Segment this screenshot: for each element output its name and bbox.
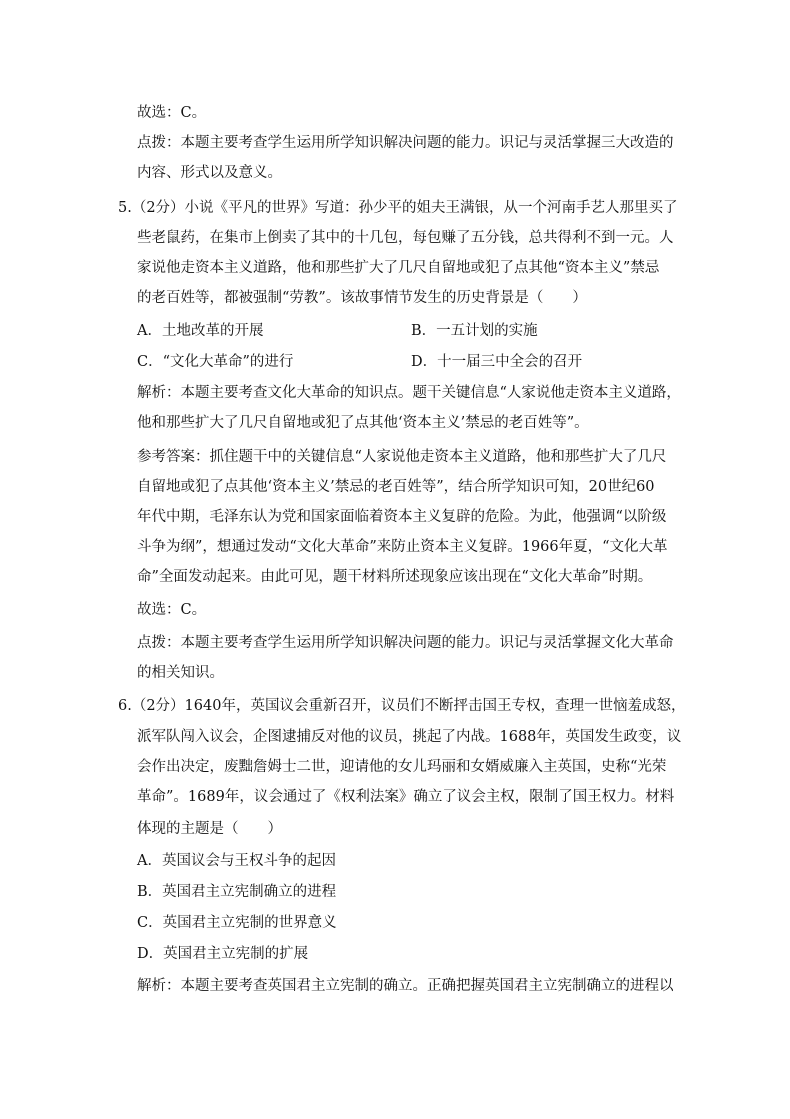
q6-stem-line-5: 体现的主题是（ ） (137, 821, 282, 837)
q5-comment-line-2: 的相关知识。 (137, 665, 224, 681)
q5-comment-line-1: 点拨：本题主要考查学生运用所学知识解决问题的能力。识记与灵活掌握文化大革命 (137, 635, 674, 651)
q6-option-a: A．英国议会与王权斗争的起因 (137, 853, 336, 869)
q5-option-b: B．一五计划的实施 (411, 323, 538, 339)
q6-option-c: C．英国君主立宪制的世界意义 (137, 915, 337, 931)
q4-comment-line-1: 点拨：本题主要考查学生运用所学知识解决问题的能力。识记与灵活掌握三大改造的 (137, 135, 674, 151)
q6-stem-line-4: 革命”。1689年，议会通过了《权利法案》确立了议会主权，限制了国王权力。材料 (137, 789, 675, 805)
q5-reference-line-1: 参考答案：抓住题干中的关键信息“人家说他走资本主义道路，他和那些扩大了几尺 (137, 449, 667, 465)
q5-analysis-line-1: 解析：本题主要考查文化大革命的知识点。题干关键信息“人家说他走资本主义道路， (137, 385, 681, 401)
q5-stem-line-1: 5.（2分）小说《平凡的世界》写道：孙少平的姐夫王满银，从一个河南手艺人那里买了 (118, 200, 678, 216)
q4-comment-line-2: 内容、形式以及意义。 (137, 165, 282, 181)
q5-reference-line-5: 命”全面发动起来。由此可见，题干材料所述现象应该出现在“文化大革命”时期。 (137, 569, 653, 585)
q6-stem-line-3: 会作出决定，废黜詹姆士二世，迎请他的女儿玛丽和女婿威廉入主英国，史称“光荣 (137, 759, 667, 775)
q5-answer: 故选：C。 (137, 602, 207, 618)
q5-option-d: D．十一届三中全会的召开 (411, 354, 583, 370)
q6-stem-line-1: 6.（2分）1640年，英国议会重新召开，议员们不断抨击国王专权，查理一世恼羞成怒， (118, 698, 686, 714)
q6-option-b: B．英国君主立宪制确立的进程 (137, 884, 337, 900)
q5-stem-line-2: 些老鼠药，在集市上倒卖了其中的十几包，每包赚了五分钱，总共得利不到一元。人 (137, 230, 674, 246)
q5-option-c: C．“文化大革命”的进行 (137, 354, 294, 370)
q5-reference-line-2: 自留地或犯了点其他‘资本主义’禁忌的老百姓等”，结合所学知识可知，20世纪60 (137, 479, 655, 495)
q5-analysis-line-2: 他和那些扩大了几尺自留地或犯了点其他‘资本主义’禁忌的老百姓等”。 (137, 415, 589, 431)
q6-option-d: D．英国君主立宪制的扩展 (137, 946, 309, 962)
q5-reference-line-3: 年代中期，毛泽东认为党和国家面临着资本主义复辟的危险。为此，他强调“以阶级 (137, 509, 667, 525)
q5-stem-line-4: 的老百姓等，都被强制“劳教”。该故事情节发生的历史背景是（ ） (137, 290, 587, 306)
q6-stem-line-2: 派军队闯入议会，企图逮捕反对他的议员，挑起了内战。1688年，英国发生政变，议 (137, 729, 682, 745)
q6-analysis-line-1: 解析：本题主要考查英国君主立宪制的确立。正确把握英国君主立宪制确立的进程以 (137, 978, 674, 994)
q5-stem-line-3: 家说他走资本主义道路，他和那些扩大了几尺自留地或犯了点其他“资本主义”禁忌 (137, 260, 660, 276)
q5-reference-line-4: 斗争为纲”，想通过发动“文化大革命”来防止资本主义复辟。1966年夏，“文化大革 (137, 539, 668, 555)
q5-option-a: A．土地改革的开展 (137, 323, 264, 339)
q4-answer: 故选：C。 (137, 105, 207, 121)
